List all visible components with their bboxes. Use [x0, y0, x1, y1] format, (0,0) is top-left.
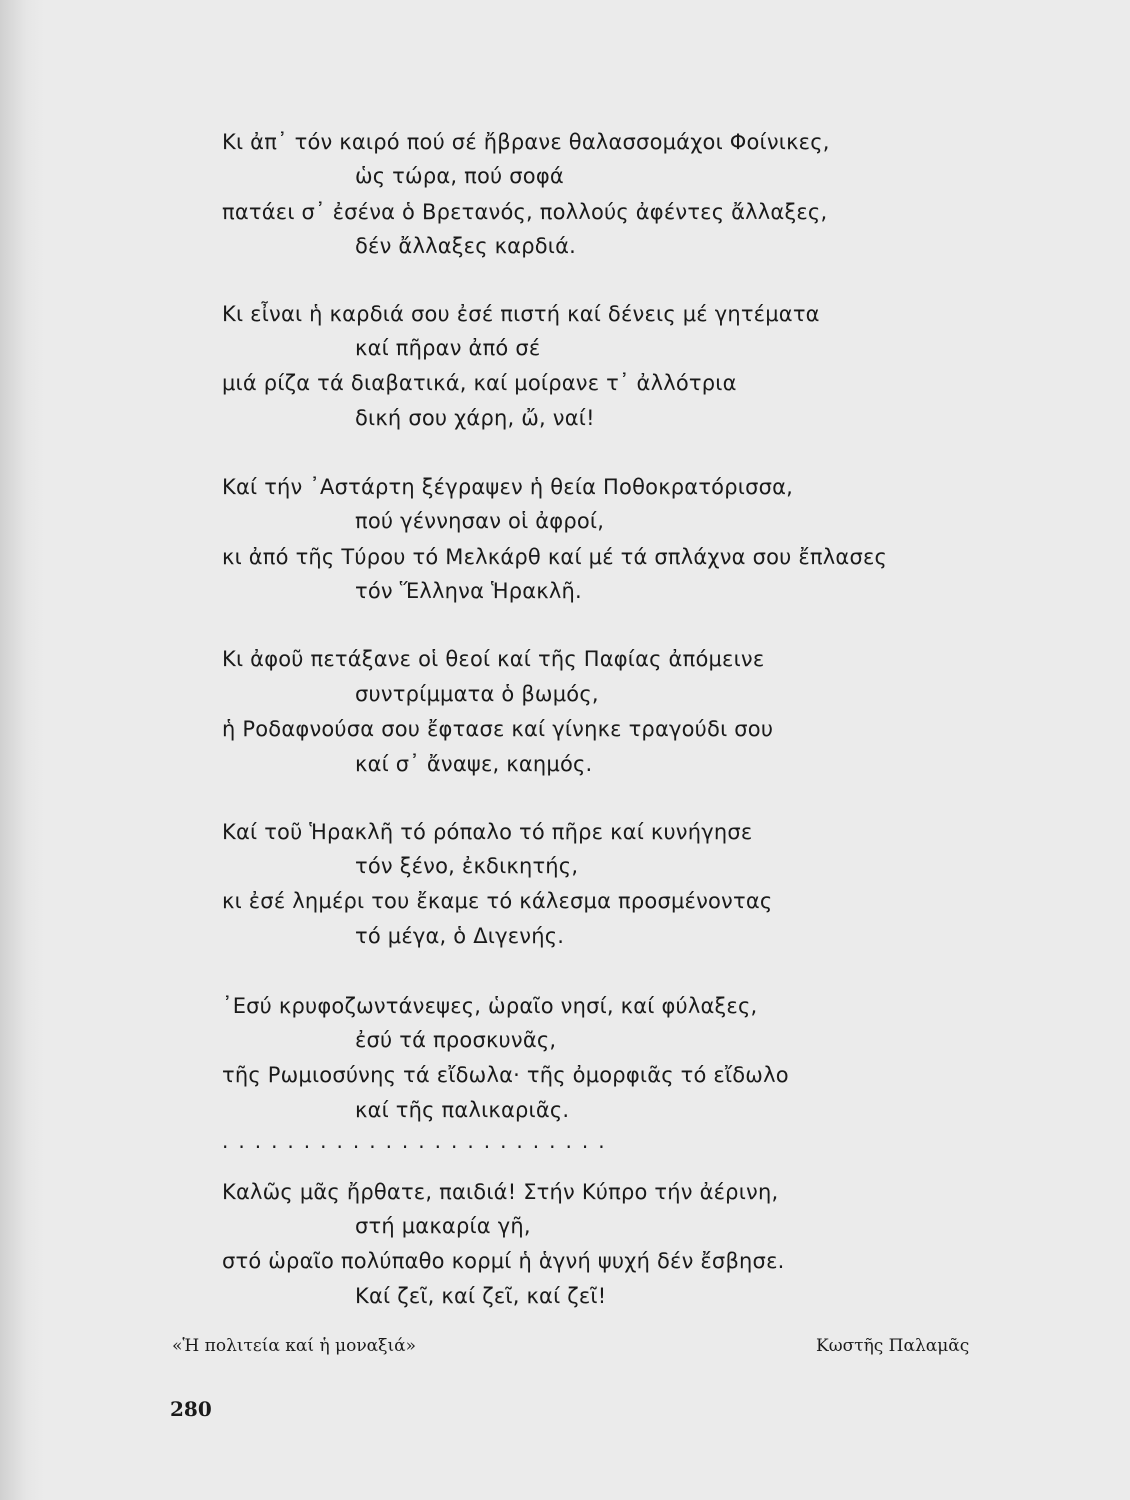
- poem-line: δέν ἄλλαξες καρδιά.: [355, 234, 577, 258]
- poem-line: Καλῶς μᾶς ἤρθατε, παιδιά! Στήν Κύπρο τήν ἀέρινη,: [222, 1180, 779, 1204]
- poem-line: ἐσύ τά προσκυνᾶς,: [355, 1028, 557, 1052]
- poem-line: στή μακαρία γῆ,: [355, 1214, 531, 1238]
- source-citation: «Ἡ πολιτεία καί ἡ μοναξιά»: [172, 1336, 417, 1356]
- poem-line: ᾽Εσύ κρυφοζωντάνεψες, ὡραῖο νησί, καί φύλαξες,: [222, 994, 758, 1018]
- poem-line: καί πῆραν ἀπό σέ: [355, 336, 541, 360]
- poem-line: Κι ἀφοῦ πετάξανε οἱ θεοί καί τῆς Παφίας ἀπόμεινε: [222, 647, 765, 671]
- poem-line: Κι εἶναι ἡ καρδιά σου ἐσέ πιστή καί δένεις μέ γητέματα: [222, 302, 820, 326]
- poem-line: καί τῆς παλικαριᾶς.: [355, 1098, 570, 1122]
- poem-line: κι ἀπό τῆς Τύρου τό Μελκάρθ καί μέ τά σπλάχνα σου ἔπλασες: [222, 545, 888, 569]
- poem-line: δική σου χάρη, ὤ, ναί!: [355, 406, 595, 430]
- page-number: 280: [170, 1397, 212, 1421]
- poem-line: τό μέγα, ὁ Διγενής.: [355, 924, 565, 948]
- poem-line: συντρίμματα ὁ βωμός,: [355, 682, 599, 706]
- poem-line: Κι ἀπ᾽ τόν καιρό πού σέ ἤβρανε θαλασσομάχοι Φοίνικες,: [222, 130, 830, 154]
- poem-line: καί σ᾽ ἄναψε, καημός.: [355, 752, 593, 776]
- poem-line: κι ἐσέ λημέρι του ἔκαμε τό κάλεσμα προσμένοντας: [222, 889, 773, 913]
- poem-line: ἡ Ροδαφνούσα σου ἔφτασε καί γίνηκε τραγούδι σου: [222, 717, 774, 741]
- poem-line: Καί τήν ᾽Αστάρτη ξέγραψεν ἡ θεία Ποθοκρατόρισσα,: [222, 475, 794, 499]
- ellipsis-divider: ........................: [222, 1129, 615, 1153]
- author-name: Κωστῆς Παλαμᾶς: [816, 1336, 970, 1356]
- poem-line: τόν Ἕλληνα Ἡρακλῆ.: [355, 579, 582, 603]
- poem-line: Καί τοῦ Ἡρακλῆ τό ρόπαλο τό πῆρε καί κυνήγησε: [222, 820, 753, 844]
- poem-line: τόν ξένο, ἐκδικητής,: [355, 854, 579, 878]
- poem-line: μιά ρίζα τά διαβατικά, καί μοίρανε τ᾽ ἀλλότρια: [222, 371, 737, 395]
- poem-line: πού γέννησαν οἱ ἀφροί,: [355, 509, 605, 533]
- poem-line: Καί ζεῖ, καί ζεῖ, καί ζεῖ!: [355, 1284, 607, 1308]
- poem-line: τῆς Ρωμιοσύνης τά εἴδωλα· τῆς ὀμορφιᾶς τό εἴδωλο: [222, 1063, 789, 1087]
- poem-line: στό ὡραῖο πολύπαθο κορμί ἡ ἁγνή ψυχή δέν ἔσβησε.: [222, 1249, 785, 1273]
- poem-line: πατάει σ᾽ ἐσένα ὁ Βρετανός, πολλούς ἀφέντες ἄλλαξες,: [222, 200, 828, 224]
- poem-line: ὡς τώρα, πού σοφά: [355, 164, 564, 188]
